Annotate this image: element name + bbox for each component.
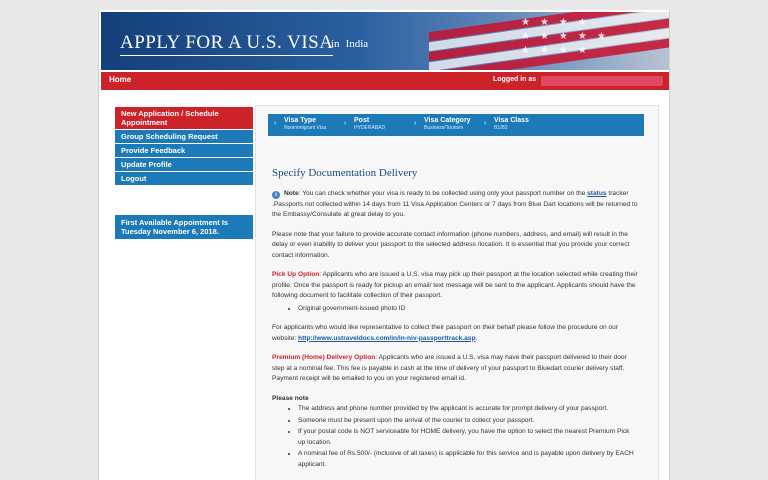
chevron-right-icon: › [484,120,487,127]
logged-in-label: Logged in as [493,76,537,83]
step-label: Post [354,117,370,124]
chevron-right-icon: › [414,120,417,127]
sidebar-item-provide-feedback[interactable]: Provide Feedback [115,144,253,157]
progress-steps [268,114,644,136]
pickup-option-label: Pick Up Option [272,271,320,278]
status-tracker-link[interactable]: status [587,190,607,197]
sidebar-item-logout[interactable]: Logout [115,172,253,185]
home-link[interactable]: Home [109,75,132,84]
delivery-document [272,166,638,479]
sidebar-item-group-scheduling[interactable]: Group Scheduling Request [115,130,253,143]
page [98,10,670,480]
step-label: Visa Class [494,117,529,124]
list-item: • Original government-issued photo ID [298,304,638,315]
redacted-username [541,76,663,86]
passport-track-link[interactable]: http://www.ustraveldocs.com/in/in-niv-passporttrack.asp [298,334,476,342]
please-note-heading: Please note [272,394,309,402]
list-item: • Someone must be present upon the arrival of the courier to collect your passport. [298,416,638,427]
step-visa-category [412,114,482,136]
site-title: APPLY FOR A U.S. VISA [120,32,333,56]
premium-option-label: Premium (Home) Delivery Option [272,354,376,361]
step-visa-type [272,114,342,136]
step-value: B1/B2 [494,125,508,131]
representative-paragraph [272,323,638,344]
representative-text: For applicants who would like representative to collect their passport on their behalf please follow the procedure on our website: [272,324,619,342]
step-value: Nonimmigrant Visa [284,125,327,131]
representative-end: . [475,334,478,342]
chevron-right-icon: › [274,120,277,127]
step-label: Visa Type [284,117,317,124]
premium-paragraph [272,353,638,385]
note-paragraph [272,189,638,221]
sidebar-item-update-profile[interactable]: Update Profile [115,158,253,171]
list-item: • A nominal fee of Rs.500/- (inclusive of all taxes) is applicable for this service and is payable upon delivery by EACH applicant. [298,449,638,470]
step-value: HYDERABAD [354,125,386,131]
contact-paragraph: Please note that your failure to provide accurate contact information (phone numbers, address, and email) will result in the delay or even inability to deliver your passport to the selected address /location. It is essential that you provide your correct contact information. [272,230,630,259]
in-label: in [331,38,340,50]
note-text-a: : You can check whether your visa is ready to be collected using only your passport number on the [298,190,586,197]
country-name: India [345,38,369,50]
top-nav [101,72,669,90]
header-banner [101,12,669,70]
main-content [255,105,659,480]
step-visa-class [482,114,552,136]
chevron-right-icon: › [344,120,347,127]
stars-decoration: ★★★★ ★★★★★ ★★★★ [521,17,616,56]
step-post [342,114,412,136]
first-available-appointment: First Available Appointment Is Tuesday November 6, 2018. [115,215,253,239]
list-item: • If your postal code is NOT serviceable for HOME delivery, you have the option to select the nearest Premium Pick up location. [298,427,638,448]
pickup-option-text: : Applicants who are issued a U.S. visa may pick up their passport at the location selected while creating their profile. Once the passport is ready for pickup an email/ text message will be sent to the applicant. Applicants should have the following document to facilitate collection of their passport. [272,271,638,299]
notes-list [298,404,638,470]
note-label: Note [284,190,299,197]
sidebar-item-new-application[interactable]: New Application / Schedule Appointment [115,107,253,129]
step-value: Business/Tourism [424,125,464,131]
step-label: Visa Category [424,117,471,124]
country-label [331,38,368,50]
pickup-documents-list [298,304,638,315]
list-item: • The address and phone number provided by the applicant is accurate for prompt delivery of your passport. [298,404,638,415]
info-icon: i [272,191,280,199]
note-text-b: tracker .Passports not collected within 14 days from 11 Visa Application Centers or 7 days from Blue Dart locations will be returned to the Embassy/Consulate at great delay to you. [272,190,638,218]
premium-option-text: : Applicants who are issued a U.S. visa may have their passport delivered to their door step at a nominal fee. This fee is payable in cash at the time of delivery of your passport to Bluedart courier delivery staff. Payment receipt will be emailed to you on your registered email id. [272,354,627,382]
pickup-paragraph [272,270,638,302]
sidebar [115,107,253,239]
page-title: Specify Documentation Delivery [272,167,418,179]
